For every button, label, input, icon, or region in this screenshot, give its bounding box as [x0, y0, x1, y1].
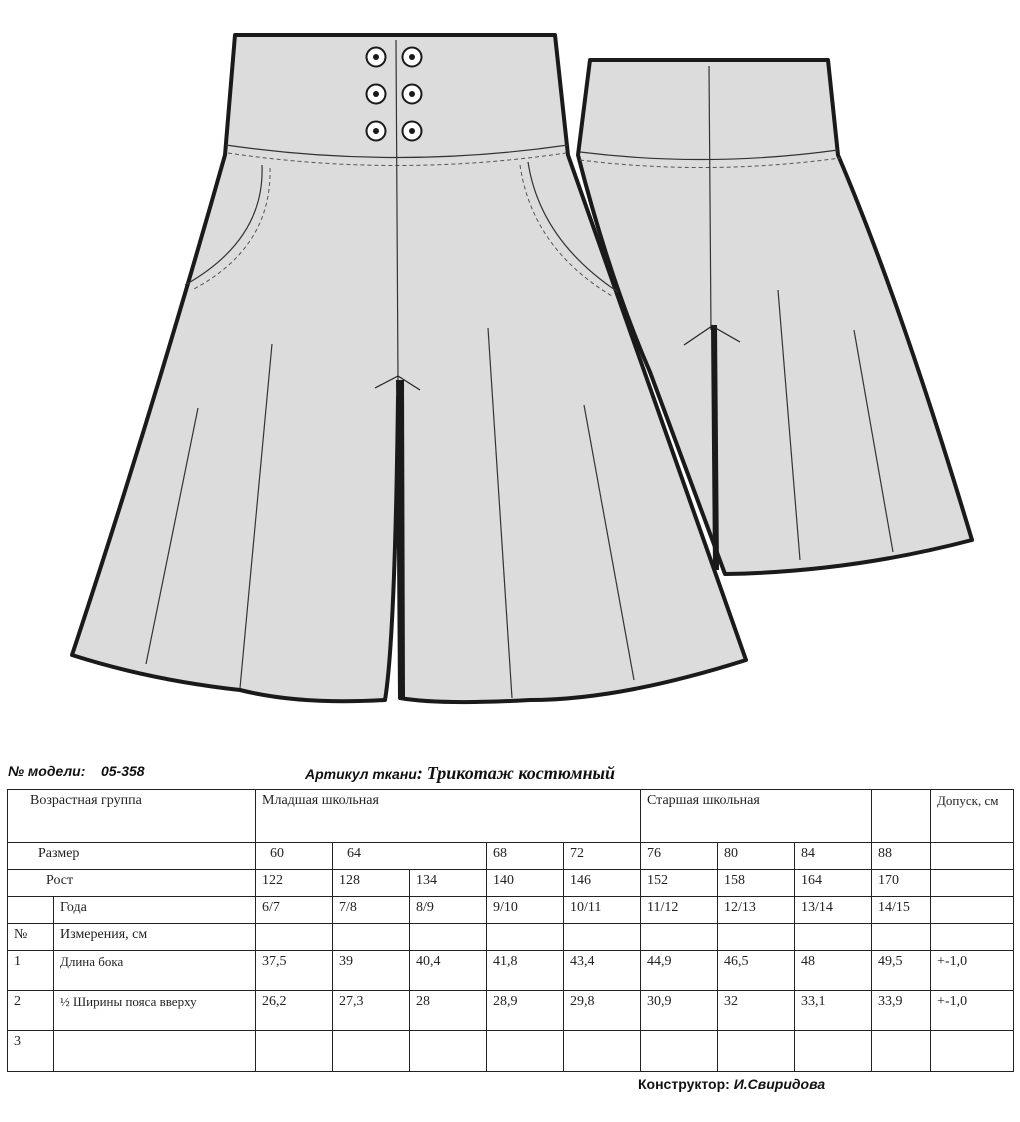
size-cell: 60	[256, 843, 333, 870]
age-row	[8, 897, 1014, 924]
table-row	[8, 991, 1014, 1031]
value-cell	[564, 1031, 641, 1072]
empty-cell	[872, 790, 931, 843]
value-cell: 28,9	[487, 991, 564, 1031]
height-cell: 146	[564, 870, 641, 897]
value-cell	[333, 1031, 410, 1072]
designer-label: Конструктор:	[638, 1076, 730, 1092]
value-cell: 26,2	[256, 991, 333, 1031]
tolerance-cell: +-1,0	[931, 951, 1014, 991]
empty-cell	[333, 924, 410, 951]
fabric-label: Артикул ткани	[305, 766, 417, 782]
table-row	[8, 1031, 1014, 1072]
value-cell: 39	[333, 951, 410, 991]
empty-cell	[931, 843, 1014, 870]
value-cell	[256, 1031, 333, 1072]
value-cell	[718, 1031, 795, 1072]
fabric-value: Трикотаж костюмный	[426, 763, 616, 783]
value-cell: 48	[795, 951, 872, 991]
senior-group: Старшая школьная	[641, 790, 872, 843]
value-cell: 29,8	[564, 991, 641, 1031]
value-cell: 32	[718, 991, 795, 1031]
row-number: 1	[8, 951, 54, 991]
age-cell: 9/10	[487, 897, 564, 924]
age-cell: 14/15	[872, 897, 931, 924]
age-cell: 6/7	[256, 897, 333, 924]
age-cell: 11/12	[641, 897, 718, 924]
age-group-row	[8, 790, 1014, 843]
age-cell: 12/13	[718, 897, 795, 924]
value-cell: 33,1	[795, 991, 872, 1031]
measurement-name: ½ Ширины пояса вверху	[54, 991, 256, 1031]
empty-cell	[931, 897, 1014, 924]
empty-cell	[410, 924, 487, 951]
value-cell: 43,4	[564, 951, 641, 991]
size-cell: 72	[564, 843, 641, 870]
value-cell: 30,9	[641, 991, 718, 1031]
empty-cell	[564, 924, 641, 951]
height-cell: 164	[795, 870, 872, 897]
height-cell: 170	[872, 870, 931, 897]
age-group-label: Возрастная группа	[8, 790, 256, 843]
size-table	[7, 789, 1014, 1072]
value-cell: 27,3	[333, 991, 410, 1031]
height-cell: 134	[410, 870, 487, 897]
value-cell: 46,5	[718, 951, 795, 991]
value-cell: 41,8	[487, 951, 564, 991]
empty-cell	[795, 924, 872, 951]
age-cell: 7/8	[333, 897, 410, 924]
fabric-line: Артикул ткани: Трикотаж костюмный	[305, 763, 616, 783]
measurement-name: Длина бока	[54, 951, 256, 991]
value-cell	[410, 1031, 487, 1072]
tolerance-cell: +-1,0	[931, 991, 1014, 1031]
value-cell	[872, 1031, 931, 1072]
height-row	[8, 870, 1014, 897]
value-cell	[487, 1031, 564, 1072]
value-cell: 40,4	[410, 951, 487, 991]
value-cell	[641, 1031, 718, 1072]
size-row	[8, 843, 1014, 870]
value-cell: 44,9	[641, 951, 718, 991]
measurements-label: Измерения, см	[54, 924, 256, 951]
model-label: № модели:	[8, 763, 86, 779]
table-row	[8, 951, 1014, 991]
number-label: №	[8, 924, 54, 951]
size-label: Размер	[8, 843, 256, 870]
empty-cell	[487, 924, 564, 951]
height-label: Рост	[8, 870, 256, 897]
empty-cell	[256, 924, 333, 951]
value-cell: 28	[410, 991, 487, 1031]
height-cell: 140	[487, 870, 564, 897]
age-cell: 8/9	[410, 897, 487, 924]
row-number: 2	[8, 991, 54, 1031]
value-cell	[795, 1031, 872, 1072]
size-cell: 76	[641, 843, 718, 870]
measurements-header-row	[8, 924, 1014, 951]
empty-cell	[641, 924, 718, 951]
size-cell: 84	[795, 843, 872, 870]
junior-group: Младшая школьная	[256, 790, 641, 843]
height-cell: 128	[333, 870, 410, 897]
height-cell: 158	[718, 870, 795, 897]
value-cell: 49,5	[872, 951, 931, 991]
empty-cell	[8, 897, 54, 924]
empty-cell	[931, 870, 1014, 897]
size-cell: 68	[487, 843, 564, 870]
model-number: 05-358	[100, 763, 145, 779]
size-cell: 80	[718, 843, 795, 870]
empty-cell	[872, 924, 931, 951]
size-cell: 88	[872, 843, 931, 870]
designer-line	[638, 1076, 825, 1092]
age-cell: 13/14	[795, 897, 872, 924]
empty-cell	[931, 924, 1014, 951]
height-cell: 152	[641, 870, 718, 897]
tolerance-label: Допуск, см	[931, 790, 1014, 843]
value-cell: 33,9	[872, 991, 931, 1031]
value-cell: 37,5	[256, 951, 333, 991]
row-number: 3	[8, 1031, 54, 1072]
size-cell: 64	[333, 843, 487, 870]
empty-cell	[718, 924, 795, 951]
age-label: Года	[54, 897, 256, 924]
designer-name: И.Свиридова	[733, 1076, 826, 1092]
age-cell: 10/11	[564, 897, 641, 924]
tolerance-cell	[931, 1031, 1014, 1072]
height-cell: 122	[256, 870, 333, 897]
measurement-name	[54, 1031, 256, 1072]
model-number-line	[8, 763, 145, 779]
